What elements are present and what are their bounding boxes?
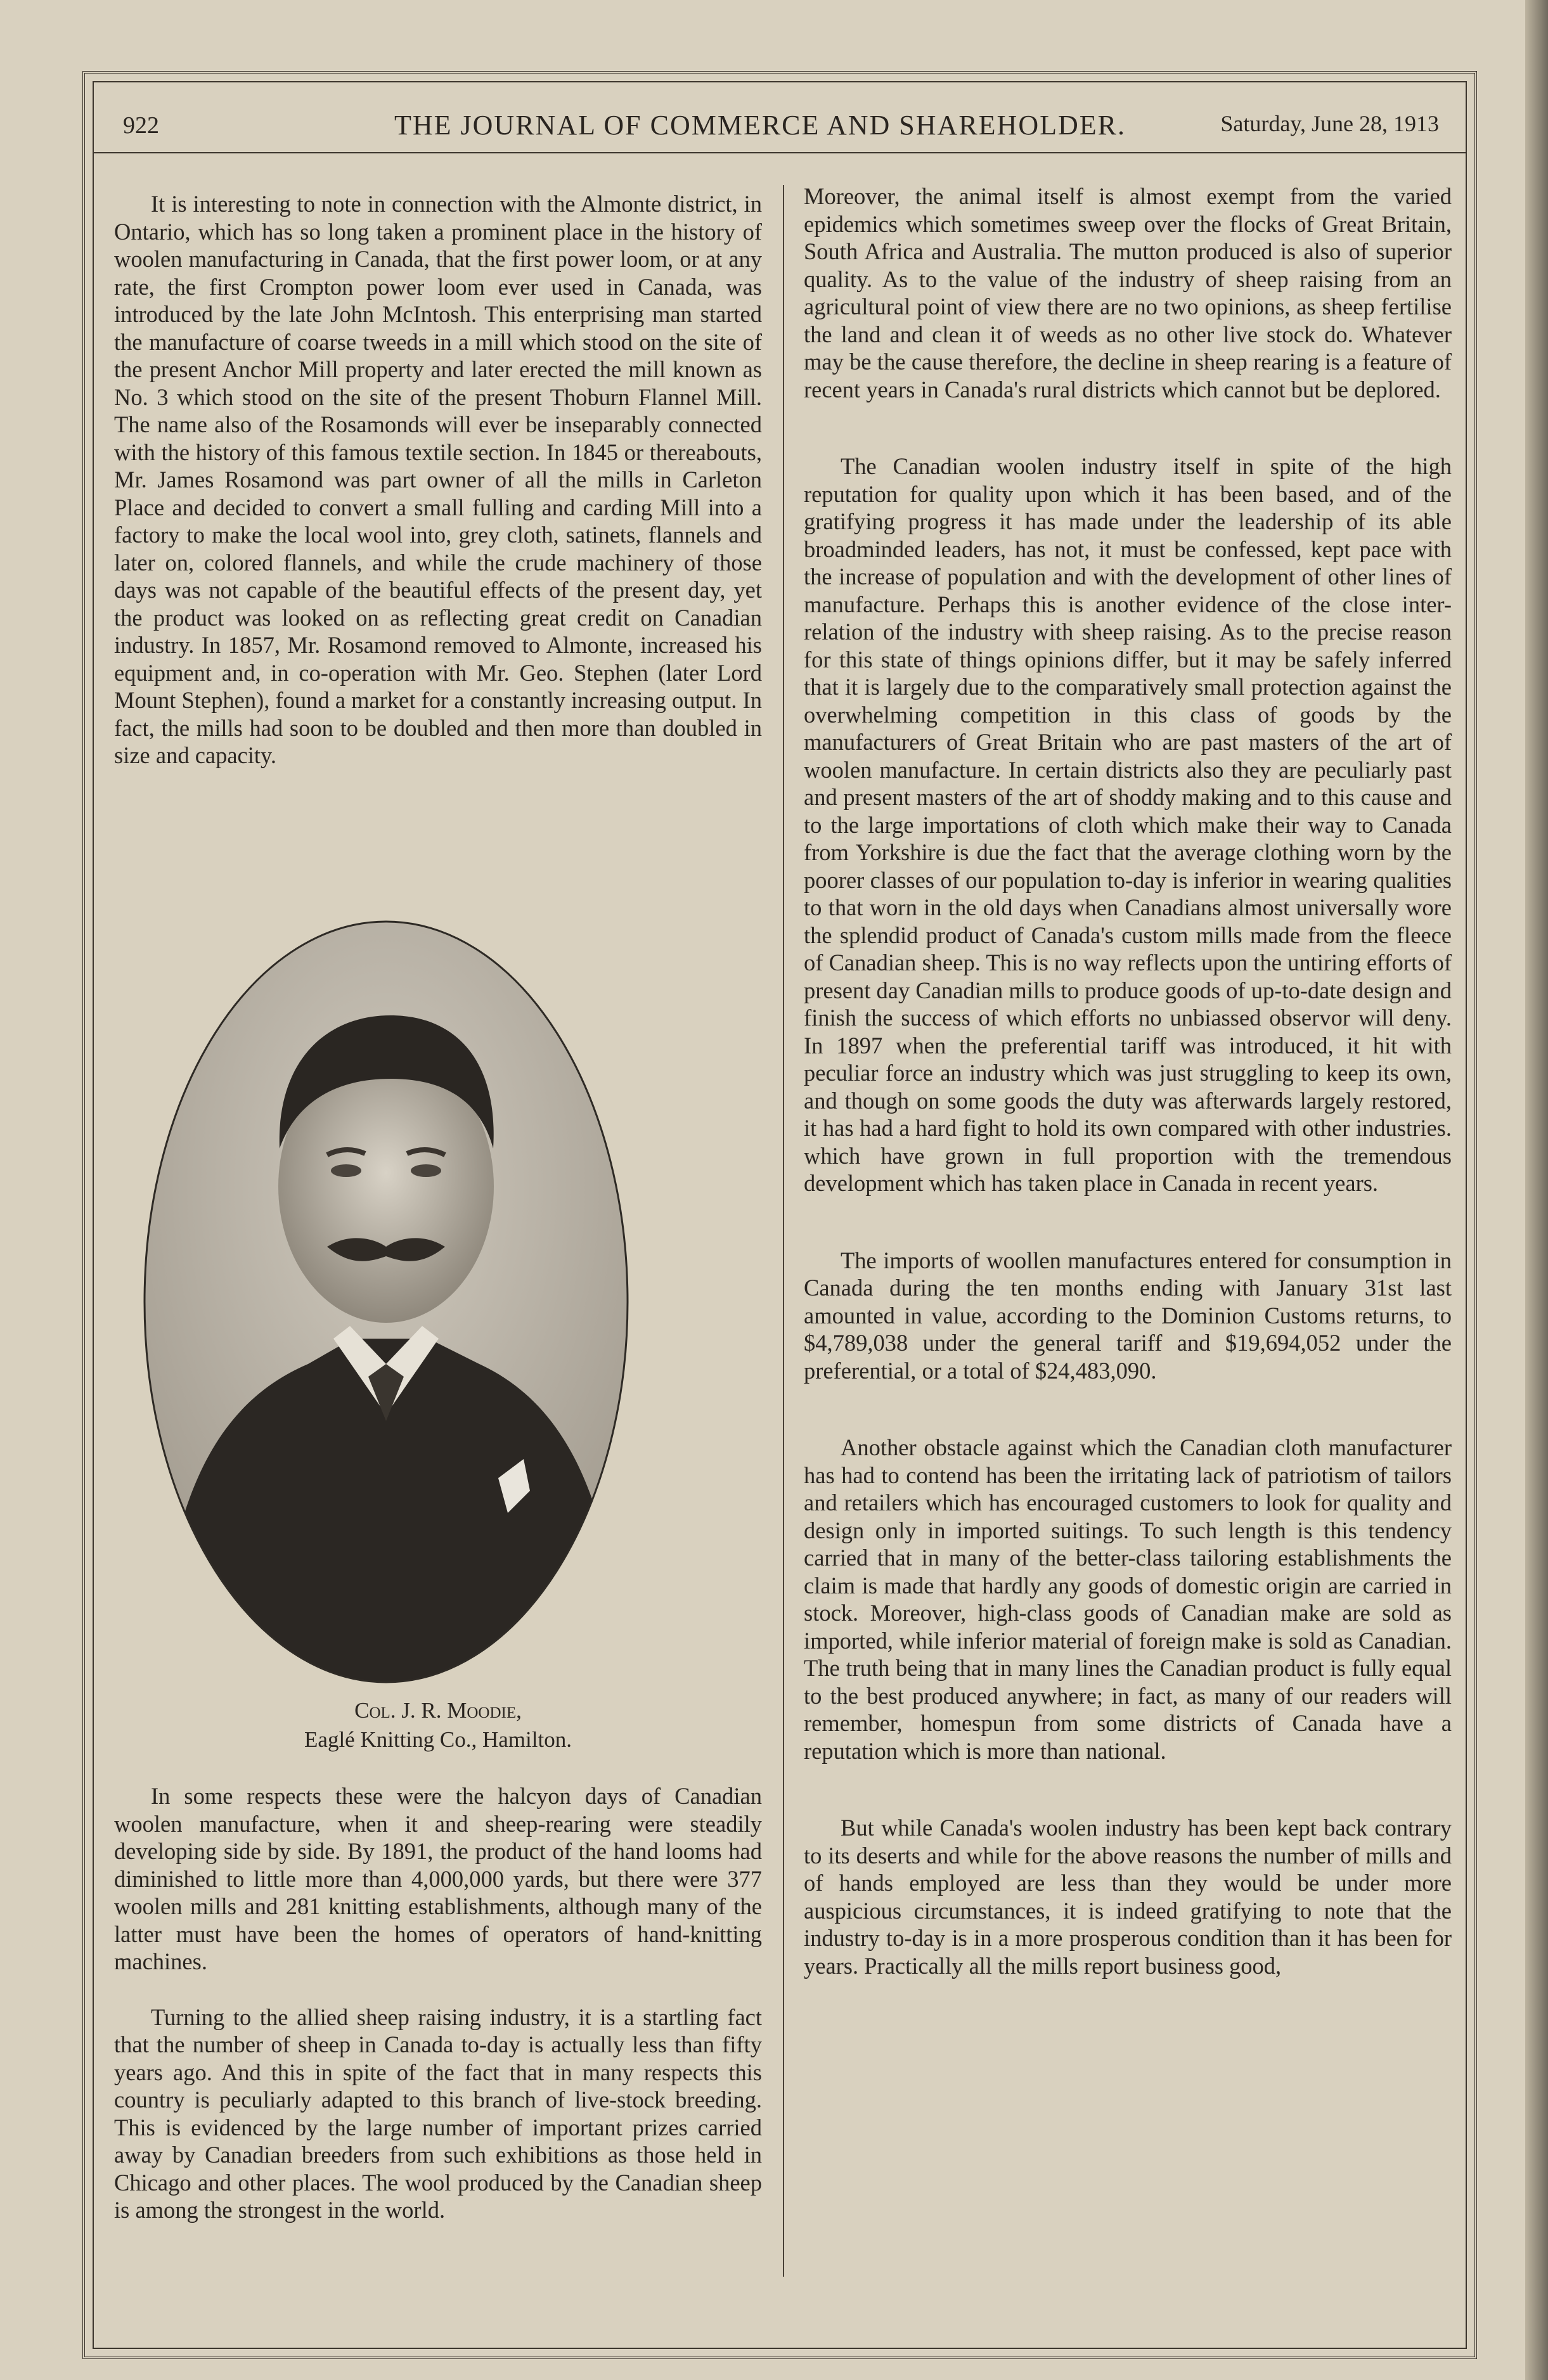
portrait-caption — [114, 1696, 762, 1754]
left-column-lower — [114, 1782, 762, 2224]
portrait-photo — [143, 920, 629, 1683]
left-column-intro — [114, 190, 762, 769]
caption-name: Col. J. R. Moodie, — [354, 1698, 522, 1723]
issue-date: Saturday, June 28, 1913 — [1220, 111, 1439, 136]
right-column — [804, 183, 1452, 1979]
paragraph-animal-exempt: Moreover, the animal itself is almost exempt from the varied epidemics which sometimes sweep over the flocks of Great Britain, South Africa and Australia. The mutton produced is also of superior quality. As to the value of the industry of sheep raising from an agricultural point of view there are no two opinions, as sheep fertilise the land and clean it of weeds as no other live stock do. Whatever may be the cause therefore, the decline in sheep rearing is a feature of recent years in Canada's rural districts which cannot but be deplored. — [804, 183, 1452, 402]
paragraph-patriotism: Another obstacle against which the Canadian cloth manufacturer has had to contend has been the irritating lack of patriotism of tailors and retailers which has encouraged customers to look for quality and design only in imported suitings. To such length is this tendency carried that in many of the better-class tailoring establishments the claim is made that hardly any goods of domestic origin are carried in stock. Moreover, high-class goods of Canadian make are sold as imported, while inferior material of foreign make is sold as Canadian. The truth being that in many lines the Canadian product is fully equal to the best produced anywhere; in fact, as many of our readers will remember, homespun from some districts of Canada have a reputation which is more than national. — [804, 1434, 1452, 1764]
page-edge — [1525, 0, 1548, 2380]
paragraph-sheep-raising: Turning to the allied sheep raising industry, it is a startling fact that the number of sheep in Canada to-day is actually less than fifty years ago. And this in spite of the fact that in many respects this country is peculiarly adapted to this branch of live-stock breeding. This is evidenced by the large number of important prizes carried away by Canadian breeders from such exhibitions as those held in Chicago and other places. The wool produced by the Canadian sheep is among the strongest in the world. — [114, 2004, 762, 2223]
column-divider — [783, 185, 784, 2277]
paragraph-halcyon-days: In some respects these were the halcyon days of Canadian woolen manufacture, when it and sheep-rearing were steadily developing side by side. By 1891, the product of the hand looms had diminished to little more than 4,000,000 yards, but there were 377 woolen mills and 281 knitting establishments, although many of the latter must have been the homes of operators of hand-knitting machines. — [114, 1783, 762, 1974]
page-header — [93, 82, 1467, 153]
caption-company: Eaglé Knitting Co., Hamilton. — [304, 1727, 572, 1752]
journal-title: THE JOURNAL OF COMMERCE AND SHAREHOLDER. — [394, 110, 1126, 141]
page-number: 922 — [123, 112, 159, 139]
paragraph-almonte: It is interesting to note in connection with the Almonte district, in Ontario, which has so long taken a prominent place in the history of woolen manufacturing in Canada, that the first power loom, or at any rate, the first Crompton power loom ever used in Canada, was introduced by the late John McIntosh. This enterprising man started the manufacture of coarse tweeds in a mill which stood on the site of the present Anchor Mill property and later erected the mill known as No. 3 which stood on the site of the present Thoburn Flannel Mill. The name also of the Rosamonds will ever be inseparably connected with the history of this famous textile section. In 1845 or thereabouts, Mr. James Rosamond was part owner of all the mills in Carleton Place and decided to convert a small fulling and carding Mill into a factory to make the local wool into, grey cloth, satinets, flannels and later on, colored flannels, and while the crude machinery of those days was not capable of the beautiful effects of the present day, yet the product was looked on as reflecting great credit on Canadian industry. In 1857, Mr. Rosamond removed to Almonte, increased his equipment and, in co-operation with Mr. Geo. Stephen (later Lord Mount Stephen), found a market for a constantly increasing output. In fact, the mills had soon to be doubled and then more than doubled in size and capacity. — [114, 191, 762, 768]
paragraph-prosperous: But while Canada's woolen industry has been kept back contrary to its deserts and while for the above reasons the number of mills and of hands employed are less than they would be under more auspicious circumstances, it is indeed gratifying to note that the industry to-day is in a more prosperous condition than it has been for years. Practically all the mills report business good, — [804, 1815, 1452, 1979]
paragraph-woolen-industry: The Canadian woolen industry itself in spite of the high reputation for quality upon which it has been based, and of the gratifying progress it has made under the leadership of its able broadminded leaders, has not, it must be confessed, kept pace with the increase of population and with the development of other lines of manufacture. Perhaps this is another evidence of the close inter-relation of the industry with sheep raising. As to the precise reason for this state of things opinions differ, but it may be safely inferred that it is largely due to the comparatively small protection against the overwhelming competition in this class of goods by the manufacturers of Great Britain who are past masters of the art of woolen manufacture. In certain districts also they are peculiarly past and present masters of the art of shoddy making and to this cause and to the large importations of cloth which make their way to Canada from Yorkshire is due the fact that the average clothing worn by the poorer classes of our population to-day is inferior in wearing qualities to that worn in the old days when Canadians almost universally wore the splendid product of Canada's custom mills made from the fleece of Canadian sheep. This is no way reflects upon the untiring efforts of present day Canadian mills to produce goods of up-to-date design and finish the success of which efforts no unbiassed observor will deny. In 1897 when the preferential tariff was introduced, it hit with peculiar force an industry which was just struggling to keep its own, and though on some goods the duty was afterwards largely restored, it has had a hard fight to hold its own compared with other industries. which have grown in full proportion with the tremendous development which has taken place in Canada in recent years. — [804, 453, 1452, 1196]
paragraph-imports: The imports of woollen manufactures entered for consumption in Canada during the ten months ending with January 31st last amounted in value, according to the Dominion Customs returns, to $4,789,038 under the general tariff and $19,694,052 under the preferential, or a total of $24,483,090. — [804, 1247, 1452, 1384]
portrait-image — [143, 920, 629, 1683]
